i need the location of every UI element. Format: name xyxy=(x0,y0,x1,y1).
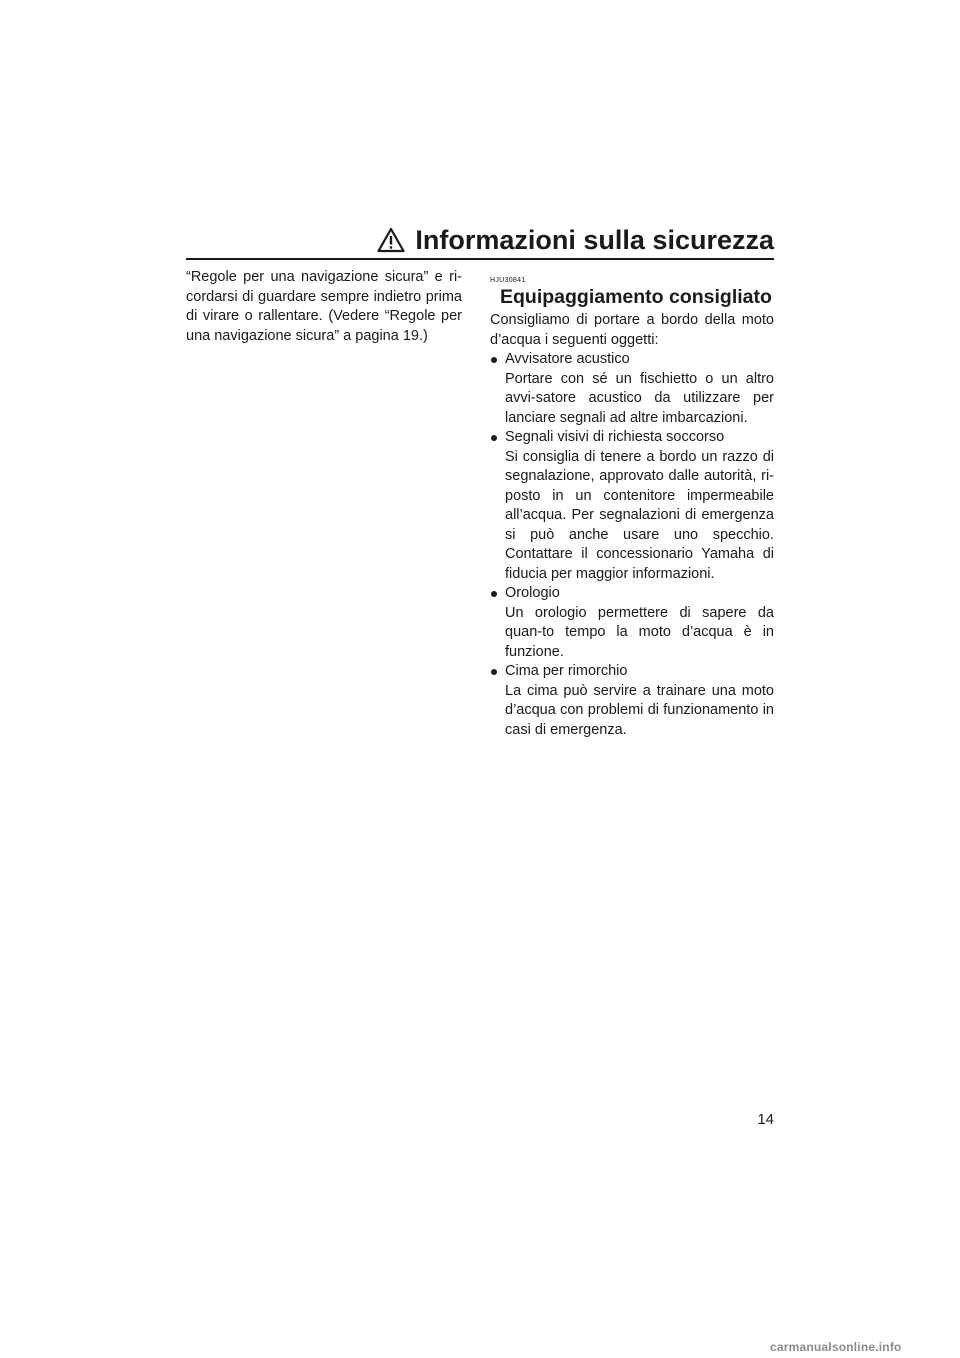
page-number: 14 xyxy=(757,1111,774,1128)
section-intro: Consigliamo di portare a bordo della moto d’acqua i seguenti oggetti: xyxy=(490,312,774,348)
list-item xyxy=(490,350,774,428)
list-item-title: Segnali visivi di richiesta soccorso xyxy=(505,429,725,445)
list-item-text: Portare con sé un fischietto o un altro avvi-satore acustico da utilizzare per lanciare segnali ad altre imbarcazioni. xyxy=(505,370,774,426)
right-column xyxy=(490,268,774,740)
header-title: Informazioni sulla sicurezza xyxy=(415,225,774,255)
list-item xyxy=(490,584,774,662)
section-title: Equipaggiamento consigliato xyxy=(500,286,772,308)
left-paragraph: “Regole per una navigazione sicura” e ri-cordarsi di guardare sempre indietro prima di virare o rallentare. (Vedere “Regole per una navigazione sicura” a pagina 19.) xyxy=(186,269,462,344)
list-item xyxy=(490,662,774,740)
list-item-text: La cima può servire a trainare una moto d’acqua con problemi di funzionamento in casi di emergenza. xyxy=(505,682,774,738)
bullet-icon xyxy=(491,669,497,675)
watermark: carmanualsonline.info xyxy=(770,1340,902,1354)
equipment-list xyxy=(490,350,774,740)
list-item-title: Cima per rimorchio xyxy=(505,663,628,679)
bullet-icon xyxy=(491,591,497,597)
bullet-icon xyxy=(491,357,497,363)
list-item-title: Orologio xyxy=(505,585,560,601)
list-item-text: Si consiglia di tenere a bordo un razzo di segnalazione, approvato dalle autorità, ri-posto in un contenitore impermeabile all’acqua. Per segnalazioni di emergenza si può anche usare uno specchio. Contattare il concessionario Yamaha di fiducia per maggior informazioni. xyxy=(505,448,774,582)
section-code: HJU30841 xyxy=(490,277,526,284)
left-column xyxy=(186,268,462,346)
list-item-text: Un orologio permettere di sapere da quan-to tempo la moto d’acqua è in funzione. xyxy=(505,604,774,660)
list-item xyxy=(490,428,774,584)
header-title-group xyxy=(377,224,774,258)
bullet-icon xyxy=(491,435,497,441)
list-item-title: Avvisatore acustico xyxy=(505,351,630,367)
warning-triangle-icon xyxy=(377,227,405,253)
page-header xyxy=(186,222,774,260)
